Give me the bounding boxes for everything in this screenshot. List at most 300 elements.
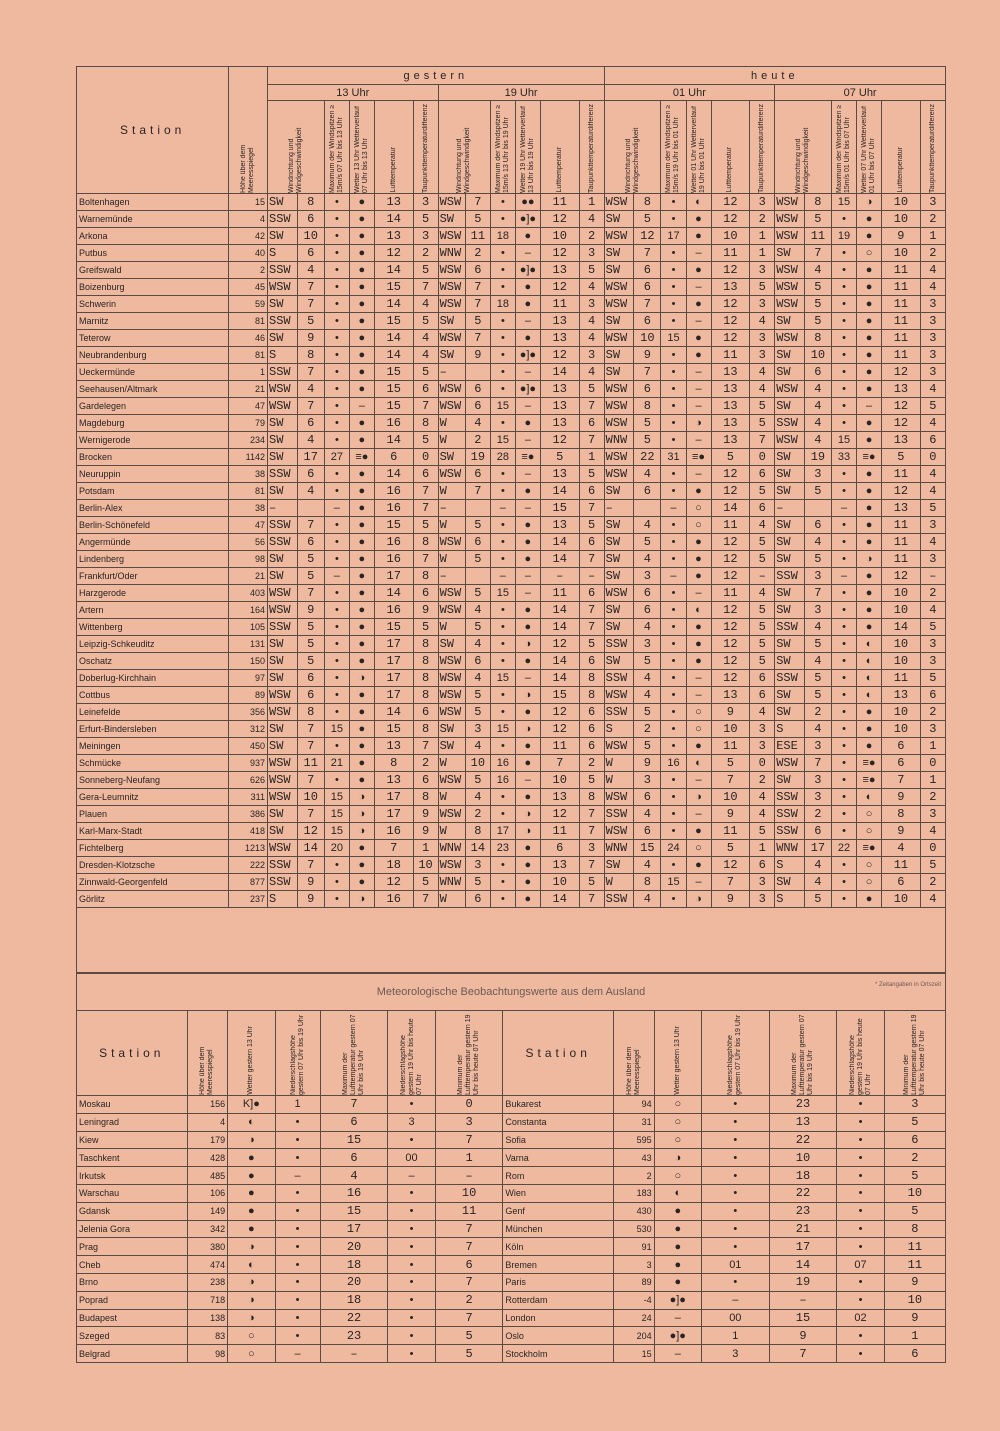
- station-cell: 42: [229, 228, 268, 245]
- station-cell: 1: [413, 840, 438, 857]
- intl-cell: –: [654, 1345, 701, 1363]
- station-cell: 6: [579, 483, 604, 500]
- intl-cell: 18: [769, 1167, 837, 1185]
- station-cell: •: [661, 517, 686, 534]
- station-cell: 13: [540, 262, 579, 279]
- station-cell: ◑: [686, 891, 711, 908]
- station-cell: 2: [413, 245, 438, 262]
- station-cell: ○: [857, 874, 882, 891]
- station-cell: ●●: [515, 194, 540, 211]
- intl-cell: 149: [187, 1202, 228, 1220]
- station-cell: SW: [604, 568, 634, 585]
- intl-cell: •: [837, 1096, 884, 1114]
- station-cell: 12: [540, 245, 579, 262]
- station-cell: •: [490, 262, 515, 279]
- station-cell: W: [604, 874, 634, 891]
- station-cell: 8: [413, 534, 438, 551]
- station-cell: –: [438, 364, 465, 381]
- station-cell: 5: [413, 619, 438, 636]
- intl-cell: •: [701, 1149, 769, 1167]
- station-cell: WSW: [775, 194, 805, 211]
- intl-cell: •: [388, 1345, 435, 1363]
- station-cell: ●]●: [515, 347, 540, 364]
- intl-cell: •: [701, 1184, 769, 1202]
- station-cell: 14: [374, 347, 413, 364]
- station-cell: 18: [374, 857, 413, 874]
- station-cell: ○: [686, 840, 711, 857]
- station-cell: 4: [920, 534, 945, 551]
- intl-cell: –: [275, 1345, 320, 1363]
- station-cell: SW: [604, 483, 634, 500]
- station-cell: ●: [515, 279, 540, 296]
- intl-cell: 13: [769, 1113, 837, 1131]
- station-cell: •: [661, 653, 686, 670]
- intl-cell: •: [388, 1238, 435, 1256]
- station-cell: ●: [515, 517, 540, 534]
- station-cell: 15: [374, 381, 413, 398]
- station-cell: 5: [711, 755, 750, 772]
- station-cell: 3: [750, 891, 775, 908]
- station-cell: 3: [465, 857, 490, 874]
- station-cell: WSW: [438, 296, 465, 313]
- intl-cell: •: [837, 1273, 884, 1291]
- intl-cell: •: [701, 1096, 769, 1114]
- station-cell: •: [490, 483, 515, 500]
- station-cell: •: [661, 772, 686, 789]
- col-header-luft-1: Lufttemperatur: [540, 101, 579, 194]
- station-cell: 14: [540, 534, 579, 551]
- station-cell: 7: [579, 602, 604, 619]
- station-cell: 4: [750, 313, 775, 330]
- intl-cell: 9: [769, 1327, 837, 1345]
- station-cell: 5: [750, 551, 775, 568]
- intl-cell: 718: [187, 1291, 228, 1309]
- intl-station-name: Köln: [503, 1238, 614, 1256]
- station-cell: 9: [711, 704, 750, 721]
- intl-station-name: Bremen: [503, 1256, 614, 1274]
- station-cell: 46: [229, 330, 268, 347]
- intl-cell: 11: [435, 1202, 503, 1220]
- station-cell: WSW: [604, 381, 634, 398]
- station-cell: 2: [465, 245, 490, 262]
- station-cell: 877: [229, 874, 268, 891]
- station-name: Zinnwald-Georgenfeld: [77, 874, 229, 891]
- station-cell: ●: [686, 636, 711, 653]
- station-cell: 4: [920, 483, 945, 500]
- station-cell: 10: [882, 194, 921, 211]
- station-cell: 222: [229, 857, 268, 874]
- station-cell: SW: [775, 466, 805, 483]
- station-cell: WSW: [438, 262, 465, 279]
- intl-cell: 2: [613, 1167, 654, 1185]
- intl-cell: 7: [769, 1345, 837, 1363]
- station-cell: WSW: [438, 228, 465, 245]
- station-cell: S: [775, 857, 805, 874]
- station-cell: 15: [229, 194, 268, 211]
- station-cell: WNW: [438, 874, 465, 891]
- station-cell: 10: [711, 721, 750, 738]
- station-cell: 6: [579, 415, 604, 432]
- station-cell: ◐: [686, 602, 711, 619]
- station-cell: 5: [750, 619, 775, 636]
- station-cell: ●]●: [515, 262, 540, 279]
- station-cell: 13: [540, 381, 579, 398]
- intl-cell: ◑: [228, 1131, 275, 1149]
- station-cell: •: [324, 398, 349, 415]
- station-cell: SW: [268, 670, 298, 687]
- intl-cell: ○: [228, 1345, 275, 1363]
- station-cell: ◑: [515, 687, 540, 704]
- station-row: [77, 415, 946, 432]
- station-cell: 237: [229, 891, 268, 908]
- station-cell: 8: [634, 194, 661, 211]
- station-cell: 2: [920, 789, 945, 806]
- station-cell: 6: [579, 704, 604, 721]
- station-cell: •: [490, 347, 515, 364]
- intl-row: [77, 1202, 946, 1220]
- station-cell: [465, 364, 490, 381]
- station-cell: •: [832, 755, 857, 772]
- station-cell: ●: [515, 874, 540, 891]
- station-cell: –: [686, 687, 711, 704]
- intl-max-right: Maximum der Lufttemperatur gestern 07 Uhr bis 19 Uhr: [769, 1011, 837, 1096]
- station-cell: –: [686, 670, 711, 687]
- station-cell: 11: [882, 534, 921, 551]
- station-cell: ●: [857, 891, 882, 908]
- station-cell: W: [438, 891, 465, 908]
- station-cell: 6: [750, 466, 775, 483]
- station-cell: 15: [374, 313, 413, 330]
- intl-cell: ◑: [228, 1291, 275, 1309]
- station-cell: –: [515, 772, 540, 789]
- station-cell: 13: [540, 415, 579, 432]
- station-cell: 12: [711, 857, 750, 874]
- station-cell: SW: [775, 653, 805, 670]
- station-cell: 5: [750, 483, 775, 500]
- station-cell: 79: [229, 415, 268, 432]
- station-row: [77, 194, 946, 211]
- station-cell: 4: [413, 296, 438, 313]
- station-cell: 81: [229, 313, 268, 330]
- station-cell: 8: [634, 398, 661, 415]
- intl-cell: ○: [228, 1327, 275, 1345]
- station-cell: –: [686, 279, 711, 296]
- station-cell: 5: [750, 534, 775, 551]
- intl-cell: •: [388, 1184, 435, 1202]
- station-cell: •: [832, 415, 857, 432]
- station-cell: •: [661, 585, 686, 602]
- station-cell: 11: [882, 313, 921, 330]
- station-cell: ●: [349, 364, 374, 381]
- station-cell: •: [832, 891, 857, 908]
- station-cell: •: [832, 262, 857, 279]
- station-cell: 8: [413, 415, 438, 432]
- station-cell: 2: [579, 228, 604, 245]
- station-cell: •: [832, 347, 857, 364]
- station-cell: •: [661, 721, 686, 738]
- intl-cell: 6: [884, 1345, 945, 1363]
- station-cell: •: [832, 381, 857, 398]
- station-cell: 7: [579, 823, 604, 840]
- station-cell: 47: [229, 517, 268, 534]
- station-cell: 16: [374, 500, 413, 517]
- station-cell: –: [438, 500, 465, 517]
- station-cell: 2: [579, 755, 604, 772]
- station-cell: –: [268, 500, 298, 517]
- station-cell: 5: [804, 279, 831, 296]
- station-cell: 3: [920, 636, 945, 653]
- intl-cell: 106: [187, 1184, 228, 1202]
- station-cell: W: [604, 755, 634, 772]
- station-cell: –: [438, 568, 465, 585]
- station-cell: 5: [634, 534, 661, 551]
- station-cell: 7: [465, 296, 490, 313]
- station-name: Berlin-Schönefeld: [77, 517, 229, 534]
- intl-cell: 11: [884, 1256, 945, 1274]
- station-cell: 14: [297, 840, 324, 857]
- intl-row: [77, 1309, 946, 1327]
- station-cell: SW: [438, 636, 465, 653]
- station-cell: WSW: [438, 534, 465, 551]
- station-cell: 403: [229, 585, 268, 602]
- intl-cell: ○: [654, 1131, 701, 1149]
- intl-cell: 17: [320, 1220, 388, 1238]
- station-cell: ◑: [349, 823, 374, 840]
- station-name: Brocken: [77, 449, 229, 466]
- station-cell: 22: [832, 840, 857, 857]
- col-header-max13-0: Maximum der Windspitzen ≥ 15m/s 07 Uhr bis 13 Uhr: [324, 101, 349, 194]
- station-cell: WSW: [775, 330, 805, 347]
- station-cell: ●: [857, 568, 882, 585]
- station-cell: 8: [413, 653, 438, 670]
- station-cell: [465, 500, 490, 517]
- station-cell: 2: [465, 806, 490, 823]
- station-cell: –: [515, 245, 540, 262]
- station-cell: 6: [579, 653, 604, 670]
- station-cell: 4: [413, 347, 438, 364]
- intl-cell: 14: [769, 1256, 837, 1274]
- station-name: Boizenburg: [77, 279, 229, 296]
- station-cell: 11: [882, 330, 921, 347]
- station-cell: 13: [711, 364, 750, 381]
- station-cell: SSW: [775, 415, 805, 432]
- station-cell: SW: [775, 483, 805, 500]
- intl-cell: 22: [769, 1184, 837, 1202]
- station-cell: •: [832, 602, 857, 619]
- station-cell: 5: [804, 296, 831, 313]
- station-cell: 1: [920, 772, 945, 789]
- station-cell: 15: [540, 500, 579, 517]
- station-cell: •: [832, 364, 857, 381]
- station-cell: SW: [775, 245, 805, 262]
- station-cell: WSW: [268, 789, 298, 806]
- station-cell: 5: [750, 653, 775, 670]
- station-cell: 4: [750, 364, 775, 381]
- station-name: Leinefelde: [77, 704, 229, 721]
- intl-cell: •: [275, 1256, 320, 1274]
- station-cell: 1: [750, 228, 775, 245]
- station-cell: •: [661, 483, 686, 500]
- station-cell: 7: [297, 398, 324, 415]
- station-cell: ◑: [515, 806, 540, 823]
- station-cell: 3: [804, 466, 831, 483]
- station-cell: 5: [579, 262, 604, 279]
- station-cell: •: [490, 330, 515, 347]
- station-cell: 9: [413, 806, 438, 823]
- station-cell: •: [661, 857, 686, 874]
- station-cell: ●: [349, 874, 374, 891]
- station-cell: 8: [804, 194, 831, 211]
- station-cell: ●: [349, 568, 374, 585]
- station-cell: 17: [297, 449, 324, 466]
- station-cell: 7: [579, 500, 604, 517]
- station-cell: 5: [804, 483, 831, 500]
- station-cell: WSW: [775, 381, 805, 398]
- station-cell: 11: [711, 585, 750, 602]
- station-cell: •: [661, 789, 686, 806]
- station-cell: WSW: [604, 789, 634, 806]
- station-cell: 6: [920, 432, 945, 449]
- intl-cell: 7: [320, 1096, 388, 1114]
- station-cell: 3: [804, 568, 831, 585]
- station-cell: 10: [882, 211, 921, 228]
- station-cell: •: [661, 534, 686, 551]
- station-cell: 12: [540, 721, 579, 738]
- intl-cell: 430: [613, 1202, 654, 1220]
- station-cell: 4: [465, 789, 490, 806]
- station-cell: 356: [229, 704, 268, 721]
- intl-cell: –: [701, 1291, 769, 1309]
- intl-cell: 179: [187, 1131, 228, 1149]
- station-cell: 3: [579, 840, 604, 857]
- col-header-wetter19-1: Wetter 19 Uhr Wetterverlauf 13 Uhr bis 19 Uhr: [515, 101, 540, 194]
- station-cell: 4: [920, 891, 945, 908]
- station-cell: 16: [374, 823, 413, 840]
- station-cell: 15: [374, 517, 413, 534]
- station-cell: WSW: [604, 687, 634, 704]
- station-cell: 3: [920, 330, 945, 347]
- station-cell: •: [490, 551, 515, 568]
- station-cell: ●: [857, 500, 882, 517]
- station-cell: 6: [579, 721, 604, 738]
- station-cell: 5: [413, 874, 438, 891]
- intl-row: [77, 1131, 946, 1149]
- station-cell: 8: [882, 806, 921, 823]
- station-cell: 14: [540, 619, 579, 636]
- station-cell: ●: [349, 534, 374, 551]
- station-cell: –: [832, 500, 857, 517]
- station-cell: WSW: [775, 262, 805, 279]
- station-cell: –: [686, 432, 711, 449]
- station-cell: 5: [579, 874, 604, 891]
- station-cell: 16: [374, 483, 413, 500]
- intl-cell: ●: [228, 1167, 275, 1185]
- station-cell: 1142: [229, 449, 268, 466]
- station-name: Wittenberg: [77, 619, 229, 636]
- station-cell: W: [438, 432, 465, 449]
- station-cell: •: [324, 330, 349, 347]
- station-cell: ●: [857, 364, 882, 381]
- station-cell: 12: [882, 568, 921, 585]
- station-name: Neubrandenburg: [77, 347, 229, 364]
- station-cell: 13: [882, 381, 921, 398]
- station-name: Lindenberg: [77, 551, 229, 568]
- station-cell: –: [540, 568, 579, 585]
- intl-cell: 6: [884, 1131, 945, 1149]
- station-cell: 3: [804, 602, 831, 619]
- station-cell: 4: [465, 738, 490, 755]
- station-cell: 12: [540, 432, 579, 449]
- station-cell: ◐: [857, 670, 882, 687]
- station-cell: WSW: [604, 823, 634, 840]
- station-cell: •: [661, 823, 686, 840]
- station-name: Schwerin: [77, 296, 229, 313]
- station-row: [77, 619, 946, 636]
- intl-cell: 485: [187, 1167, 228, 1185]
- station-cell: 5: [804, 551, 831, 568]
- intl-cell: •: [388, 1256, 435, 1274]
- station-name: Schmücke: [77, 755, 229, 772]
- station-cell: 4: [297, 432, 324, 449]
- intl-cell: 21: [769, 1220, 837, 1238]
- station-cell: 14: [374, 330, 413, 347]
- station-name: Gardelegen: [77, 398, 229, 415]
- station-cell: 4: [750, 789, 775, 806]
- station-cell: •: [324, 432, 349, 449]
- intl-station-name: Bukarest: [503, 1096, 614, 1114]
- station-cell: •: [661, 194, 686, 211]
- station-name: Artern: [77, 602, 229, 619]
- station-cell: ●: [857, 381, 882, 398]
- station-cell: •: [661, 551, 686, 568]
- station-cell: 19: [832, 228, 857, 245]
- station-cell: 11: [882, 517, 921, 534]
- station-cell: 4: [579, 330, 604, 347]
- station-cell: 4: [804, 721, 831, 738]
- station-cell: •: [832, 245, 857, 262]
- station-cell: 6: [579, 585, 604, 602]
- station-cell: 6: [465, 466, 490, 483]
- station-cell: SSW: [604, 670, 634, 687]
- station-row: [77, 585, 946, 602]
- station-cell: 5: [465, 619, 490, 636]
- station-cell: 7: [413, 891, 438, 908]
- station-cell: 5: [297, 653, 324, 670]
- station-cell: •: [490, 874, 515, 891]
- station-cell: •: [832, 636, 857, 653]
- station-cell: 12: [711, 568, 750, 585]
- station-cell: •: [832, 619, 857, 636]
- station-cell: 6: [750, 500, 775, 517]
- station-row: [77, 840, 946, 857]
- station-cell: 16: [490, 755, 515, 772]
- station-row: [77, 364, 946, 381]
- station-cell: 4: [750, 806, 775, 823]
- station-cell: 5: [579, 636, 604, 653]
- station-cell: 6: [413, 381, 438, 398]
- station-row: [77, 517, 946, 534]
- intl-cell: 11: [884, 1238, 945, 1256]
- station-cell: 3: [804, 772, 831, 789]
- station-cell: –: [686, 874, 711, 891]
- intl-cell: ●]●: [654, 1327, 701, 1345]
- station-cell: 5: [465, 874, 490, 891]
- station-cell: 8: [634, 874, 661, 891]
- station-row: [77, 432, 946, 449]
- station-cell: ≡●: [857, 449, 882, 466]
- station-cell: SW: [604, 857, 634, 874]
- station-cell: 4: [465, 670, 490, 687]
